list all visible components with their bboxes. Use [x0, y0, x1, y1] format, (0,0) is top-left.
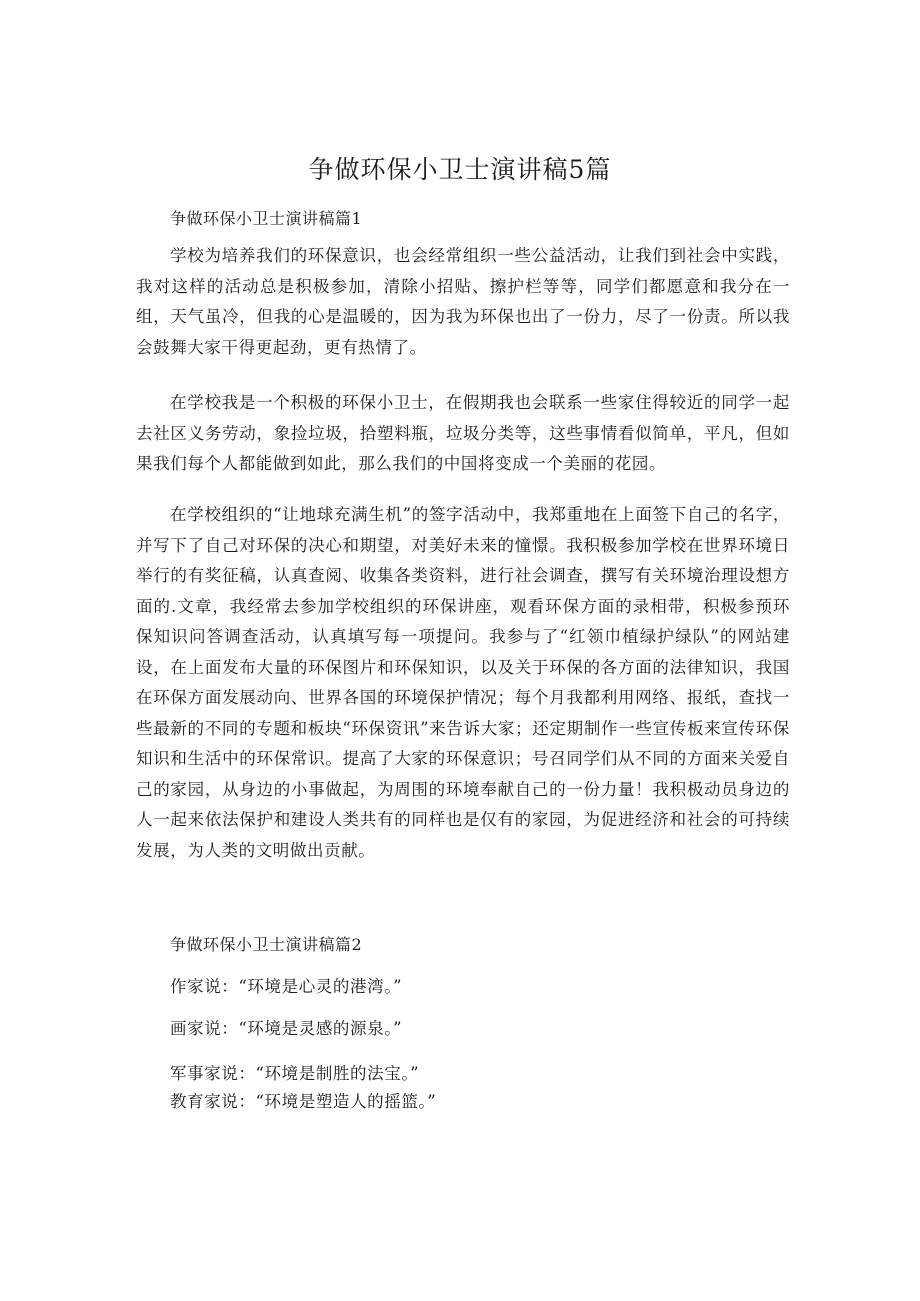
quote-painter: 画家说：“环境是灵感的源泉。”: [170, 1019, 403, 1038]
quote-educator: 教育家说：“环境是塑造人的摇篮。”: [170, 1092, 437, 1111]
paragraph-3: 在学校组织的“让地球充满生机”的签字活动中，我郑重地在上面签下自己的名字，并写下了自己对环保的决心和期望，对美好未来的憧憬。我积极参加学校在世界环境日举行的有奖征稿，认真查阅、收集各类资料，进行社会调查，撰写有关环境治理设想方面的.文章，我经常去参加学校组织的环保讲座，观看环保方面的录相带，积极参预环保知识问答调查活动，认真填写每一项提问。我参与了“红领巾植绿护绿队”的网站建设，在上面发布大量的环保图片和环保知识，以及关于环保的各方面的法律知识，我国在环保方面发展动向、世界各国的环境保护情况；每个月我都利用网络、报纸，查找一些最新的不同的专题和板块“环保资讯”来告诉大家；还定期制作一些宣传板来宣传环保知识和生活中的环保常识。提高了大家的环保意识；号召同学们从不同的方面来关爱自己的家园，从身边的小事做起，为周围的环境奉献自己的一份力量！我积极动员身边的人一起来依法保护和建设人类共有的同样也是仅有的家园，为促进经济和社会的可持续发展，为人类的文明做出贡献。: [136, 505, 790, 860]
paragraph-2: 在学校我是一个积极的环保小卫士，在假期我也会联系一些家住得较近的同学一起去社区义务劳动，象捡垃圾，拾塑料瓶，垃圾分类等，这些事情看似简单，平凡，但如果我们每个人都能做到如此，那么我们的中国将变成一个美丽的花园。: [136, 393, 790, 473]
document-title: 争做环保小卫士演讲稿5篇: [308, 155, 612, 184]
quote-writer: 作家说：“环境是心灵的港湾。”: [170, 977, 403, 996]
paragraph-1: 学校为培养我们的环保意识，也会经常组织一些公益活动，让我们到社会中实践，我对这样的活动总是积极参加，清除小招贴、擦护栏等等，同学们都愿意和我分在一组，天气虽冷，但我的心是温暖的，因为我为环保也出了一份力，尽了一份责。所以我会鼓舞大家干得更起劲，更有热情了。: [136, 246, 790, 357]
section-heading-1: 争做环保小卫士演讲稿篇1: [170, 209, 363, 228]
section-heading-2: 争做环保小卫士演讲稿篇2: [170, 935, 363, 954]
quote-strategist: 军事家说：“环境是制胜的法宝。”: [170, 1064, 420, 1083]
